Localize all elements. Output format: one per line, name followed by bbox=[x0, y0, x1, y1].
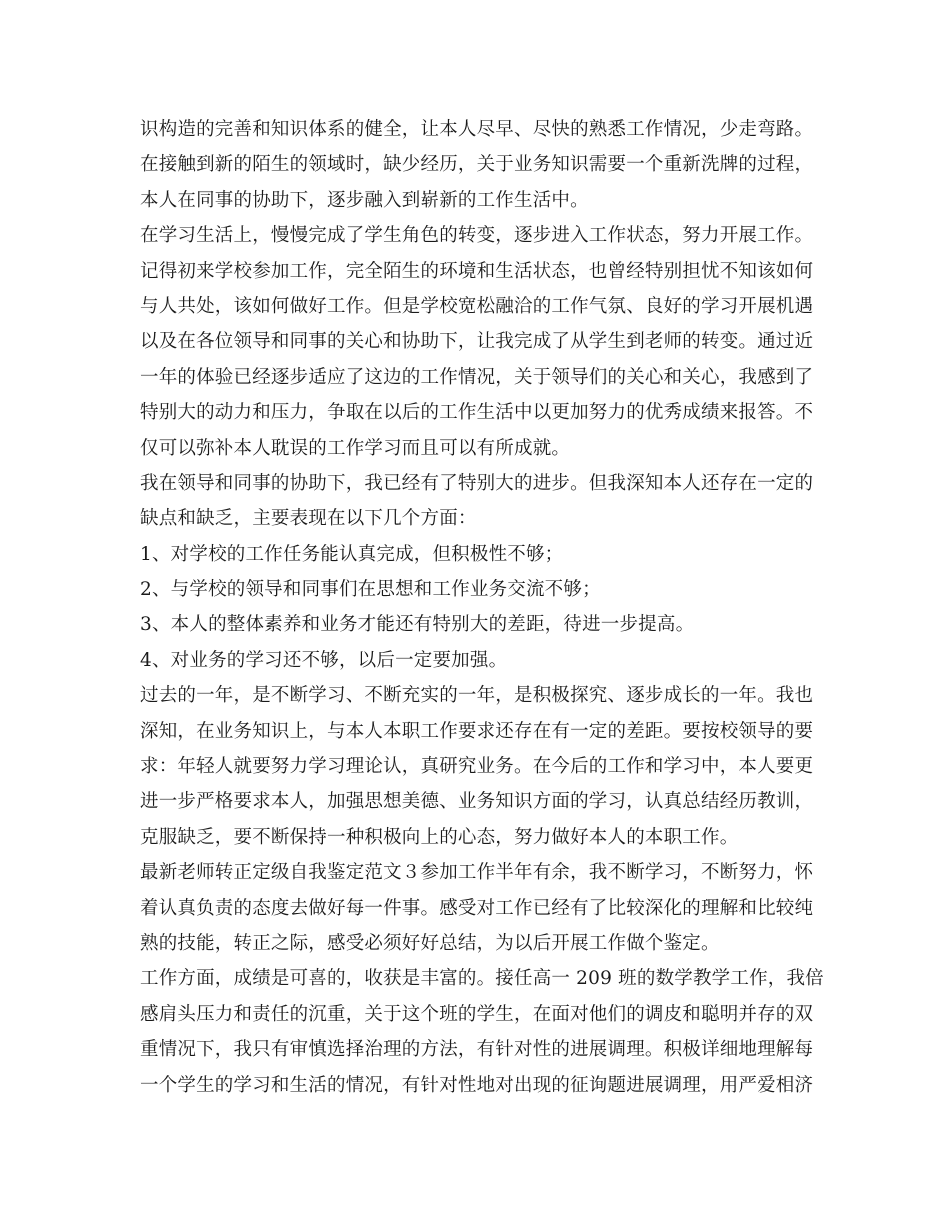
text-line: 过去的一年，是不断学习、不断充实的一年，是积极探究、逐步成长的一年。我也 bbox=[140, 685, 814, 707]
text-line: 仅可以弥补本人耽误的工作学习而且可以有所成就。 bbox=[140, 437, 571, 459]
document-body bbox=[140, 112, 830, 1103]
text-line: 深知，在业务知识上，与本人本职工作要求还存在有一定的差距。要按校领导的要 bbox=[140, 720, 814, 742]
text-line: 着认真负责的态度去做好每一件事。感受对工作已经有了比较深化的理解和比较纯 bbox=[140, 897, 814, 919]
text-line: 特别大的动力和压力，争取在以后的工作生活中以更加努力的优秀成绩来报答。不 bbox=[140, 402, 814, 424]
text-line: 在接触到新的陌生的领域时，缺少经历，关于业务知识需要一个重新洗牌的过程， bbox=[140, 154, 814, 176]
text-line: 我在领导和同事的协助下，我已经有了特别大的进步。但我深知本人还存在一定的 bbox=[140, 472, 814, 494]
text-line: 进一步严格要求本人，加强思想美德、业务知识方面的学习，认真总结经历教训， bbox=[140, 791, 814, 813]
list-item: 4、对业务的学习还不够，以后一定要加强。 bbox=[140, 649, 508, 671]
text-line: 一个学生的学习和生活的情况，有针对性地对出现的征询题进展调理，用严爱相济 bbox=[140, 1074, 814, 1096]
list-item: 2、与学校的领导和同事们在思想和工作业务交流不够； bbox=[140, 579, 601, 601]
text-line: 克服缺乏，要不断保持一种积极向上的心态，努力做好本人的本职工作。 bbox=[140, 826, 739, 848]
text-line: 记得初来学校参加工作，完全陌生的环境和生活状态，也曾经特别担忧不知该如何 bbox=[140, 260, 814, 282]
text-line: 感肩头压力和责任的沉重，关于这个班的学生，在面对他们的调皮和聪明并存的双 bbox=[140, 1003, 814, 1025]
text-line: 与人共处，该如何做好工作。但是学校宽松融洽的工作气氛、良好的学习开展机遇 bbox=[140, 295, 814, 317]
text-line: 熟的技能，转正之际，感受必须好好总结，为以后开展工作做个鉴定。 bbox=[140, 932, 720, 954]
text-line: 在学习生活上，慢慢完成了学生角色的转变，逐步进入工作状态，努力开展工作。 bbox=[140, 225, 814, 247]
list-item: 1、对学校的工作任务能认真完成，但积极性不够； bbox=[140, 543, 564, 565]
text-line: 最新老师转正定级自我鉴定范文３参加工作半年有余，我不断学习，不断努力，怀 bbox=[140, 862, 814, 884]
list-item: 3、本人的整体素养和业务才能还有特别大的差距，待进一步提高。 bbox=[140, 614, 695, 636]
text-line: 求：年轻人就要努力学习理论认，真研究业务。在今后的工作和学习中，本人要更 bbox=[140, 756, 814, 778]
text-line: 本人在同事的协助下，逐步融入到崭新的工作生活中。 bbox=[140, 189, 589, 211]
text-line: 重情况下，我只有审慎选择治理的方法，有针对性的进展调理。积极详细地理解每 bbox=[140, 1039, 814, 1061]
text-line: 以及在各位领导和同事的关心和协助下，让我完成了从学生到老师的转变。通过近 bbox=[140, 331, 814, 353]
text-line: 工作方面，成绩是可喜的，收获是丰富的。接任高一 209 班的数学教学工作，我倍 bbox=[140, 968, 824, 990]
text-line: 一年的体验已经逐步适应了这边的工作情况，关于领导们的关心和关心，我感到了 bbox=[140, 366, 814, 388]
text-line: 缺点和缺乏，主要表现在以下几个方面： bbox=[140, 508, 477, 530]
text-line: 识构造的完善和知识体系的健全，让本人尽早、尽快的熟悉工作情况，少走弯路。 bbox=[140, 119, 814, 140]
